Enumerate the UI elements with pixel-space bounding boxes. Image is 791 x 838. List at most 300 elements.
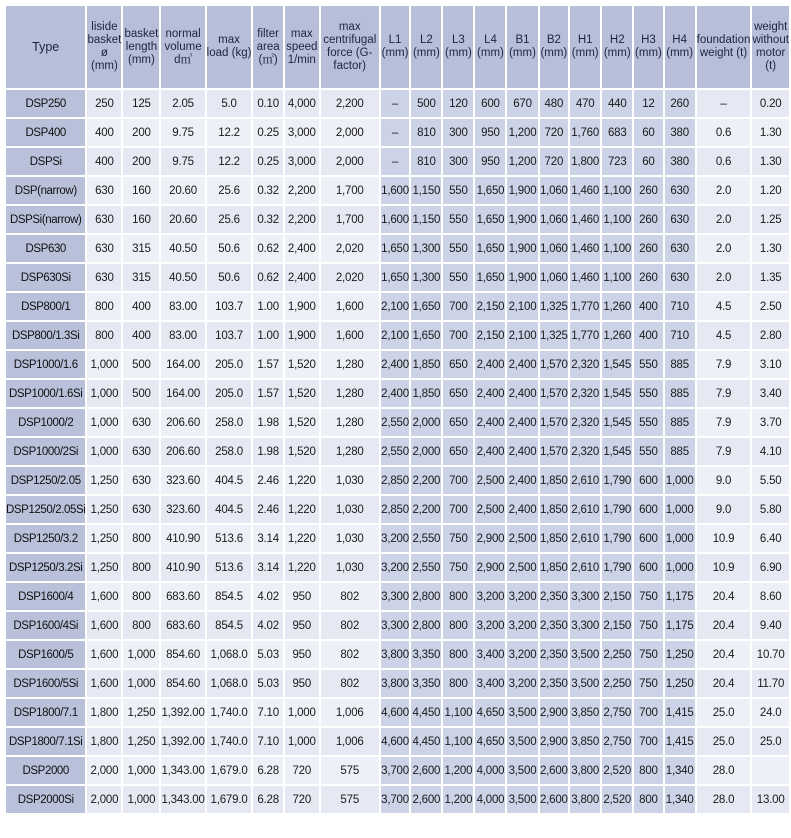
cell-force: 802 <box>321 583 379 610</box>
cell-speed: 1,220 <box>285 467 319 494</box>
cell-force: 1,600 <box>321 293 379 320</box>
cell-ww: 0.20 <box>752 90 789 117</box>
type-cell: DSP1600/4Si <box>6 612 85 639</box>
cell-h4: 380 <box>665 119 695 146</box>
cell-speed: 1,900 <box>285 322 319 349</box>
cell-fw: 7.9 <box>697 380 751 407</box>
cell-dia: 2,000 <box>87 757 121 784</box>
cell-h4: 1,000 <box>665 496 695 523</box>
cell-load: 205.0 <box>207 380 252 407</box>
cell-l2: 4,450 <box>411 699 441 726</box>
cell-l2: 3,350 <box>411 670 441 697</box>
column-header-l2: L2 (mm) <box>411 6 441 88</box>
cell-h4: 1,340 <box>665 757 695 784</box>
cell-area: 1.98 <box>253 409 282 436</box>
cell-vol: 9.75 <box>161 148 204 175</box>
cell-ww: 10.70 <box>752 641 789 668</box>
cell-b2: 1,570 <box>540 351 569 378</box>
cell-l4: 2,500 <box>475 467 505 494</box>
cell-area: 2.46 <box>253 467 282 494</box>
cell-l4: 3,200 <box>475 612 505 639</box>
cell-l1: 3,700 <box>381 757 410 784</box>
cell-h2: 2,250 <box>602 670 632 697</box>
cell-load: 258.0 <box>207 409 252 436</box>
cell-ww: 4.10 <box>752 438 789 465</box>
cell-h2: 1,100 <box>602 206 632 233</box>
cell-dia: 1,000 <box>87 409 121 436</box>
cell-speed: 720 <box>285 786 319 813</box>
cell-h2: 440 <box>602 90 632 117</box>
cell-fw: – <box>697 90 751 117</box>
table-row <box>6 293 789 320</box>
cell-fw: 2.0 <box>697 235 751 262</box>
cell-b2: 2,900 <box>540 728 569 755</box>
column-header-dia: liside basket ø (mm) <box>87 6 121 88</box>
cell-h1: 2,610 <box>570 467 600 494</box>
cell-fw: 28.0 <box>697 786 751 813</box>
cell-area: 7.10 <box>253 699 282 726</box>
cell-l2: 2,000 <box>411 409 441 436</box>
column-header-l1: L1 (mm) <box>381 6 410 88</box>
cell-h2: 683 <box>602 119 632 146</box>
cell-l1: – <box>381 119 410 146</box>
cell-l3: 300 <box>443 148 473 175</box>
cell-vol: 1,343.00 <box>161 786 204 813</box>
cell-b2: 2,350 <box>540 612 569 639</box>
cell-h2: 1,260 <box>602 322 632 349</box>
cell-l3: 650 <box>443 438 473 465</box>
cell-h2: 1,545 <box>602 380 632 407</box>
cell-speed: 1,520 <box>285 438 319 465</box>
cell-len: 500 <box>123 351 159 378</box>
cell-force: 1,030 <box>321 467 379 494</box>
type-cell: DSP400 <box>6 119 85 146</box>
cell-b1: 2,400 <box>507 496 537 523</box>
cell-l4: 2,500 <box>475 496 505 523</box>
cell-h1: 2,610 <box>570 525 600 552</box>
cell-l2: 2,800 <box>411 612 441 639</box>
cell-load: 205.0 <box>207 351 252 378</box>
type-cell: DSP1800/7.1 <box>6 699 85 726</box>
cell-fw: 28.0 <box>697 757 751 784</box>
cell-h3: 800 <box>634 757 662 784</box>
cell-h4: 630 <box>665 264 695 291</box>
centrifuge-spec-table <box>4 4 791 815</box>
cell-h4: 1,415 <box>665 728 695 755</box>
cell-h1: 1,770 <box>570 293 600 320</box>
cell-l4: 2,400 <box>475 438 505 465</box>
cell-l4: 3,400 <box>475 641 505 668</box>
cell-fw: 7.9 <box>697 351 751 378</box>
type-cell: DSP(narrow) <box>6 177 85 204</box>
cell-l2: 2,000 <box>411 438 441 465</box>
cell-l3: 700 <box>443 496 473 523</box>
cell-h1: 2,320 <box>570 380 600 407</box>
cell-l1: 3,200 <box>381 554 410 581</box>
cell-h2: 2,250 <box>602 641 632 668</box>
cell-b2: 1,060 <box>540 206 569 233</box>
cell-ww: 6.40 <box>752 525 789 552</box>
cell-force: 575 <box>321 786 379 813</box>
table-row <box>6 235 789 262</box>
column-header-load: max load (kg) <box>207 6 252 88</box>
cell-force: 802 <box>321 641 379 668</box>
cell-b2: 2,900 <box>540 699 569 726</box>
cell-h4: 885 <box>665 380 695 407</box>
cell-l4: 1,650 <box>475 177 505 204</box>
cell-h1: 3,500 <box>570 641 600 668</box>
cell-b2: 1,060 <box>540 235 569 262</box>
cell-l4: 2,900 <box>475 525 505 552</box>
table-row <box>6 670 789 697</box>
cell-l4: 1,650 <box>475 264 505 291</box>
cell-h1: 1,460 <box>570 235 600 262</box>
cell-load: 1,068.0 <box>207 670 252 697</box>
cell-b1: 1,200 <box>507 148 537 175</box>
cell-area: 1.98 <box>253 438 282 465</box>
cell-b2: 2,350 <box>540 641 569 668</box>
cell-h3: 12 <box>634 90 662 117</box>
cell-load: 1,679.0 <box>207 786 252 813</box>
type-cell: DSP1000/2Si <box>6 438 85 465</box>
cell-b1: 3,500 <box>507 728 537 755</box>
cell-vol: 40.50 <box>161 235 204 262</box>
cell-h4: 630 <box>665 235 695 262</box>
cell-b2: 1,325 <box>540 322 569 349</box>
cell-area: 1.57 <box>253 351 282 378</box>
cell-len: 630 <box>123 467 159 494</box>
cell-dia: 1,800 <box>87 699 121 726</box>
cell-fw: 4.5 <box>697 322 751 349</box>
cell-len: 125 <box>123 90 159 117</box>
cell-h1: 2,320 <box>570 438 600 465</box>
cell-area: 4.02 <box>253 583 282 610</box>
cell-l2: 1,650 <box>411 293 441 320</box>
cell-fw: 0.6 <box>697 119 751 146</box>
cell-vol: 683.60 <box>161 583 204 610</box>
cell-speed: 3,000 <box>285 148 319 175</box>
cell-area: 4.02 <box>253 612 282 639</box>
cell-b2: 2,600 <box>540 757 569 784</box>
table-row <box>6 467 789 494</box>
cell-vol: 40.50 <box>161 264 204 291</box>
cell-h4: 1,000 <box>665 525 695 552</box>
cell-fw: 2.0 <box>697 264 751 291</box>
cell-h1: 2,320 <box>570 351 600 378</box>
cell-h1: 3,300 <box>570 612 600 639</box>
cell-load: 25.6 <box>207 206 252 233</box>
cell-l1: 2,100 <box>381 293 410 320</box>
cell-speed: 950 <box>285 641 319 668</box>
cell-b1: 670 <box>507 90 537 117</box>
cell-ww: 24.0 <box>752 699 789 726</box>
cell-l1: 1,600 <box>381 177 410 204</box>
cell-b2: 1,850 <box>540 496 569 523</box>
table-row <box>6 264 789 291</box>
cell-load: 1,740.0 <box>207 728 252 755</box>
cell-h4: 1,250 <box>665 670 695 697</box>
type-cell: DSPSi(narrow) <box>6 206 85 233</box>
cell-l3: 750 <box>443 525 473 552</box>
cell-area: 6.28 <box>253 757 282 784</box>
cell-vol: 83.00 <box>161 322 204 349</box>
cell-load: 1,068.0 <box>207 641 252 668</box>
cell-load: 1,740.0 <box>207 699 252 726</box>
cell-load: 404.5 <box>207 467 252 494</box>
column-header-force: max centrifugal force (G-factor) <box>321 6 379 88</box>
cell-l2: 2,800 <box>411 583 441 610</box>
cell-l2: 1,150 <box>411 177 441 204</box>
cell-l2: 2,550 <box>411 525 441 552</box>
cell-force: 802 <box>321 670 379 697</box>
cell-force: 1,700 <box>321 177 379 204</box>
cell-len: 630 <box>123 409 159 436</box>
cell-fw: 25.0 <box>697 728 751 755</box>
type-cell: DSP250 <box>6 90 85 117</box>
cell-len: 400 <box>123 293 159 320</box>
column-header-h3: H3 (mm) <box>634 6 662 88</box>
cell-l3: 1,100 <box>443 728 473 755</box>
type-cell: DSP1000/2 <box>6 409 85 436</box>
cell-l2: 1,300 <box>411 264 441 291</box>
cell-fw: 7.9 <box>697 438 751 465</box>
cell-vol: 854.60 <box>161 670 204 697</box>
cell-h3: 550 <box>634 409 662 436</box>
cell-l2: 1,850 <box>411 380 441 407</box>
cell-ww: 6.90 <box>752 554 789 581</box>
table-row <box>6 612 789 639</box>
header-row <box>6 6 789 88</box>
cell-load: 854.5 <box>207 583 252 610</box>
table-row <box>6 119 789 146</box>
cell-b1: 2,400 <box>507 409 537 436</box>
cell-vol: 83.00 <box>161 293 204 320</box>
cell-h1: 1,770 <box>570 322 600 349</box>
cell-force: 802 <box>321 612 379 639</box>
cell-h1: 3,850 <box>570 699 600 726</box>
cell-dia: 1,250 <box>87 525 121 552</box>
cell-force: 1,030 <box>321 525 379 552</box>
table-row <box>6 525 789 552</box>
cell-h2: 1,100 <box>602 264 632 291</box>
cell-h3: 750 <box>634 641 662 668</box>
cell-l2: 1,850 <box>411 351 441 378</box>
cell-ww: 3.10 <box>752 351 789 378</box>
cell-b1: 3,500 <box>507 699 537 726</box>
cell-h4: 1,340 <box>665 786 695 813</box>
type-cell: DSP1250/2.05Si <box>6 496 85 523</box>
table-row <box>6 583 789 610</box>
table-body <box>6 90 789 813</box>
cell-h1: 1,460 <box>570 177 600 204</box>
cell-h3: 60 <box>634 119 662 146</box>
cell-h1: 3,800 <box>570 786 600 813</box>
cell-l4: 950 <box>475 148 505 175</box>
cell-len: 315 <box>123 264 159 291</box>
cell-l4: 600 <box>475 90 505 117</box>
cell-h3: 700 <box>634 699 662 726</box>
cell-b2: 2,600 <box>540 786 569 813</box>
cell-h1: 2,610 <box>570 554 600 581</box>
column-header-l3: L3 (mm) <box>443 6 473 88</box>
cell-area: 0.32 <box>253 177 282 204</box>
cell-vol: 854.60 <box>161 641 204 668</box>
cell-h4: 710 <box>665 322 695 349</box>
cell-area: 6.28 <box>253 786 282 813</box>
cell-load: 12.2 <box>207 148 252 175</box>
cell-fw: 9.0 <box>697 467 751 494</box>
cell-dia: 2,000 <box>87 786 121 813</box>
cell-l4: 2,400 <box>475 380 505 407</box>
cell-h3: 260 <box>634 264 662 291</box>
cell-h1: 470 <box>570 90 600 117</box>
cell-h2: 1,100 <box>602 177 632 204</box>
table-row <box>6 322 789 349</box>
cell-h1: 2,320 <box>570 409 600 436</box>
column-header-speed: max speed 1/min <box>285 6 319 88</box>
cell-h3: 750 <box>634 670 662 697</box>
cell-l3: 1,200 <box>443 786 473 813</box>
cell-load: 5.0 <box>207 90 252 117</box>
cell-l2: 2,200 <box>411 467 441 494</box>
cell-h3: 600 <box>634 554 662 581</box>
cell-load: 50.6 <box>207 264 252 291</box>
cell-h3: 260 <box>634 206 662 233</box>
cell-len: 1,000 <box>123 670 159 697</box>
cell-l2: 2,600 <box>411 786 441 813</box>
cell-b2: 720 <box>540 119 569 146</box>
cell-load: 513.6 <box>207 525 252 552</box>
table-row <box>6 757 789 784</box>
cell-load: 50.6 <box>207 235 252 262</box>
cell-area: 1.57 <box>253 380 282 407</box>
cell-l1: 4,600 <box>381 699 410 726</box>
cell-ww: 5.80 <box>752 496 789 523</box>
cell-load: 12.2 <box>207 119 252 146</box>
cell-l3: 550 <box>443 264 473 291</box>
cell-load: 854.5 <box>207 612 252 639</box>
cell-b1: 1,900 <box>507 264 537 291</box>
cell-vol: 20.60 <box>161 206 204 233</box>
cell-force: 1,030 <box>321 554 379 581</box>
cell-h3: 260 <box>634 235 662 262</box>
cell-h4: 885 <box>665 438 695 465</box>
cell-area: 0.62 <box>253 264 282 291</box>
cell-b2: 1,570 <box>540 380 569 407</box>
cell-fw: 7.9 <box>697 409 751 436</box>
cell-b2: 1,850 <box>540 467 569 494</box>
cell-h1: 1,460 <box>570 206 600 233</box>
type-cell: DSP1250/3.2 <box>6 525 85 552</box>
cell-dia: 1,800 <box>87 728 121 755</box>
cell-l1: 2,400 <box>381 380 410 407</box>
cell-h4: 1,415 <box>665 699 695 726</box>
cell-h3: 600 <box>634 467 662 494</box>
cell-vol: 20.60 <box>161 177 204 204</box>
cell-h4: 630 <box>665 177 695 204</box>
cell-h3: 60 <box>634 148 662 175</box>
column-header-h2: H2 (mm) <box>602 6 632 88</box>
cell-l3: 800 <box>443 612 473 639</box>
cell-b2: 2,350 <box>540 583 569 610</box>
cell-h2: 723 <box>602 148 632 175</box>
type-cell: DSP1250/3.2Si <box>6 554 85 581</box>
cell-l3: 700 <box>443 467 473 494</box>
cell-b1: 2,400 <box>507 380 537 407</box>
cell-fw: 25.0 <box>697 699 751 726</box>
cell-len: 315 <box>123 235 159 262</box>
cell-h3: 750 <box>634 583 662 610</box>
cell-ww: 5.50 <box>752 467 789 494</box>
cell-len: 160 <box>123 206 159 233</box>
cell-l1: 4,600 <box>381 728 410 755</box>
cell-force: 2,020 <box>321 264 379 291</box>
cell-dia: 800 <box>87 322 121 349</box>
type-cell: DSP2000Si <box>6 786 85 813</box>
cell-h2: 1,790 <box>602 496 632 523</box>
cell-l1: 1,650 <box>381 235 410 262</box>
cell-speed: 4,000 <box>285 90 319 117</box>
cell-vol: 410.90 <box>161 554 204 581</box>
cell-load: 103.7 <box>207 322 252 349</box>
cell-b2: 1,850 <box>540 554 569 581</box>
cell-ww: 3.70 <box>752 409 789 436</box>
cell-dia: 1,250 <box>87 467 121 494</box>
cell-len: 800 <box>123 525 159 552</box>
cell-fw: 2.0 <box>697 177 751 204</box>
cell-b2: 1,850 <box>540 525 569 552</box>
cell-ww: 11.70 <box>752 670 789 697</box>
cell-b1: 3,200 <box>507 583 537 610</box>
cell-fw: 10.9 <box>697 525 751 552</box>
cell-l3: 800 <box>443 641 473 668</box>
cell-len: 1,000 <box>123 641 159 668</box>
cell-area: 0.10 <box>253 90 282 117</box>
cell-force: 1,280 <box>321 351 379 378</box>
cell-dia: 630 <box>87 177 121 204</box>
cell-ww: 1.30 <box>752 148 789 175</box>
cell-vol: 683.60 <box>161 612 204 639</box>
cell-h3: 400 <box>634 293 662 320</box>
cell-b2: 1,060 <box>540 264 569 291</box>
cell-l2: 2,200 <box>411 496 441 523</box>
table-row <box>6 177 789 204</box>
cell-dia: 630 <box>87 264 121 291</box>
cell-l2: 1,150 <box>411 206 441 233</box>
cell-l4: 1,650 <box>475 235 505 262</box>
cell-l1: 3,800 <box>381 670 410 697</box>
cell-h2: 1,545 <box>602 409 632 436</box>
cell-b2: 1,325 <box>540 293 569 320</box>
cell-h2: 1,790 <box>602 467 632 494</box>
cell-area: 5.03 <box>253 641 282 668</box>
cell-len: 800 <box>123 554 159 581</box>
cell-h2: 2,750 <box>602 699 632 726</box>
cell-load: 513.6 <box>207 554 252 581</box>
cell-force: 1,030 <box>321 496 379 523</box>
cell-dia: 1,000 <box>87 351 121 378</box>
cell-speed: 2,200 <box>285 206 319 233</box>
cell-vol: 9.75 <box>161 119 204 146</box>
cell-b1: 2,400 <box>507 438 537 465</box>
cell-speed: 1,220 <box>285 525 319 552</box>
cell-force: 1,006 <box>321 699 379 726</box>
cell-force: 2,020 <box>321 235 379 262</box>
cell-l1: 2,850 <box>381 467 410 494</box>
cell-b1: 2,500 <box>507 554 537 581</box>
cell-h2: 2,750 <box>602 728 632 755</box>
cell-l3: 650 <box>443 409 473 436</box>
